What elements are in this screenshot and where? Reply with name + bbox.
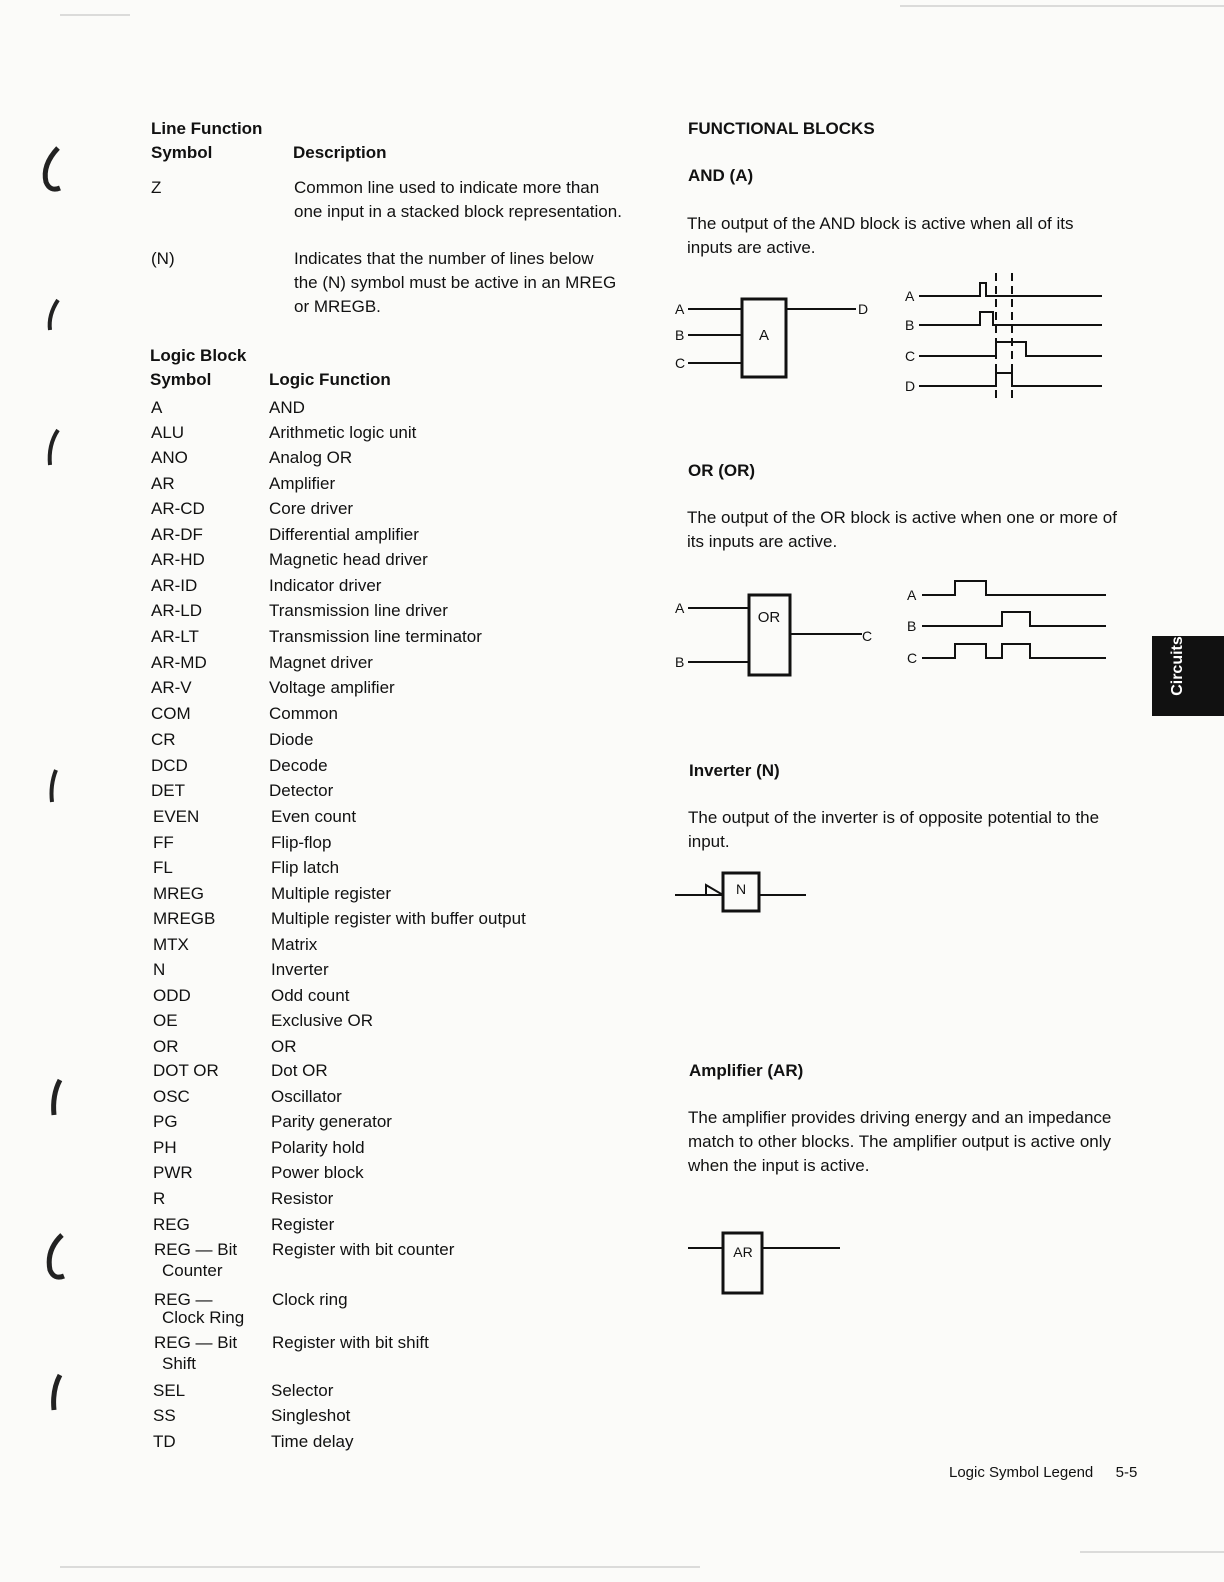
or-timing-a-label: A bbox=[907, 587, 917, 603]
logic-function: Voltage amplifier bbox=[269, 678, 395, 697]
logic-symbol: DOT OR bbox=[153, 1061, 219, 1080]
and-output-d-label: D bbox=[858, 301, 869, 317]
and-timing-c-label: C bbox=[905, 348, 916, 364]
amplifier-description: The amplifier provides driving energy and an impedance match to other blocks. The amplifier output is active only when the input is active. bbox=[688, 1108, 1112, 1175]
logic-function: Common bbox=[269, 704, 338, 723]
and-description: The output of the AND block is active when all of its inputs are active. bbox=[687, 214, 1074, 257]
amplifier-heading: Amplifier (AR) bbox=[689, 1061, 804, 1080]
logic-symbol: R bbox=[153, 1189, 166, 1208]
logic-symbol: AR-V bbox=[151, 678, 192, 697]
logic-symbol: N bbox=[153, 960, 166, 979]
or-output-c-label: C bbox=[862, 628, 873, 644]
logic-symbol: MREG bbox=[153, 884, 204, 903]
logic-block-symbol-header: Logic Block Symbol bbox=[150, 346, 247, 389]
logic-symbol: FF bbox=[153, 833, 174, 852]
logic-symbol: AR-HD bbox=[151, 550, 205, 569]
logic-function: Transmission line terminator bbox=[269, 627, 482, 646]
logic-symbol: AR-MD bbox=[151, 653, 207, 672]
footer-title: Logic Symbol Legend bbox=[949, 1464, 1094, 1481]
logic-symbol: PWR bbox=[153, 1163, 193, 1182]
logic-function: Arithmetic logic unit bbox=[269, 423, 417, 442]
logic-symbol: EVEN bbox=[153, 807, 200, 826]
or-description: The output of the OR block is active when one or more of its inputs are active. bbox=[687, 508, 1117, 551]
side-tab-label: Circuits bbox=[1169, 636, 1186, 696]
logic-function: Multiple register with buffer output bbox=[271, 909, 526, 928]
logic-function: Analog OR bbox=[269, 448, 353, 467]
logic-symbol: OR bbox=[153, 1037, 179, 1056]
logic-function: Flip-flop bbox=[271, 833, 332, 852]
logic-symbol: ANO bbox=[151, 448, 188, 467]
logic-symbol: ALU bbox=[151, 423, 185, 442]
logic-function: Dot OR bbox=[271, 1061, 328, 1080]
logic-symbol: REG bbox=[153, 1215, 190, 1234]
inverter-block-label: N bbox=[735, 881, 747, 897]
logic-symbol: PH bbox=[153, 1138, 177, 1157]
description-header: Description bbox=[293, 143, 387, 162]
line-function-symbol-header: Line Function Symbol bbox=[151, 119, 263, 162]
logic-symbol: AR-ID bbox=[151, 576, 198, 595]
or-input-b-label: B bbox=[675, 654, 685, 670]
logic-symbol: AR-DF bbox=[151, 525, 203, 544]
or-timing-c-label: C bbox=[907, 650, 918, 666]
functional-blocks-title: FUNCTIONAL BLOCKS bbox=[688, 119, 875, 138]
or-block-label: OR bbox=[757, 609, 781, 626]
logic-function: Flip latch bbox=[271, 858, 340, 877]
logic-function: Even count bbox=[271, 807, 357, 826]
logic-symbol: MTX bbox=[153, 935, 189, 954]
and-timing-d-label: D bbox=[905, 378, 916, 394]
logic-symbol: OSC bbox=[153, 1087, 190, 1106]
logic-symbol: COM bbox=[151, 704, 191, 723]
inverter-heading: Inverter (N) bbox=[689, 761, 780, 780]
logic-symbol: A bbox=[151, 398, 163, 417]
and-heading: AND (A) bbox=[688, 166, 754, 185]
logic-function: Power block bbox=[271, 1163, 364, 1182]
logic-function: Register bbox=[271, 1215, 335, 1234]
and-input-c-label: C bbox=[675, 355, 686, 371]
logic-function: Magnetic head driver bbox=[269, 550, 428, 569]
logic-symbol: DET bbox=[151, 781, 185, 800]
and-input-b-label: B bbox=[675, 327, 685, 343]
logic-function: Indicator driver bbox=[269, 576, 382, 595]
or-timing-b-label: B bbox=[907, 618, 917, 634]
logic-function: Differential amplifier bbox=[269, 525, 419, 544]
logic-function: Resistor bbox=[271, 1189, 334, 1208]
logic-function: Magnet driver bbox=[269, 653, 373, 672]
logic-function: Multiple register bbox=[271, 884, 391, 903]
logic-function: Inverter bbox=[271, 960, 329, 979]
logic-function: AND bbox=[269, 398, 305, 417]
logic-symbol: FL bbox=[153, 858, 173, 877]
and-block-label: A bbox=[758, 327, 770, 344]
or-heading: OR (OR) bbox=[688, 461, 756, 480]
logic-function: Polarity hold bbox=[271, 1138, 365, 1157]
logic-function: OR bbox=[271, 1037, 297, 1056]
logic-function: Detector bbox=[269, 781, 334, 800]
logic-function: Diode bbox=[269, 730, 314, 749]
logic-function: Odd count bbox=[271, 986, 350, 1005]
and-timing-a-label: A bbox=[905, 288, 915, 304]
logic-symbol: CR bbox=[151, 730, 176, 749]
logic-function: Matrix bbox=[271, 935, 318, 954]
logic-function: Exclusive OR bbox=[271, 1011, 374, 1030]
and-timing-b-label: B bbox=[905, 317, 915, 333]
logic-symbol: AR-LD bbox=[151, 601, 203, 620]
logic-function: Parity generator bbox=[271, 1112, 392, 1131]
logic-symbol: AR-CD bbox=[151, 499, 205, 518]
logic-symbol: AR bbox=[151, 474, 175, 493]
logic-symbol: ODD bbox=[153, 986, 191, 1005]
logic-symbol: OE bbox=[153, 1011, 178, 1030]
logic-function: Core driver bbox=[269, 499, 354, 518]
logic-function: Transmission line driver bbox=[269, 601, 448, 620]
and-input-a-label: A bbox=[675, 301, 685, 317]
logic-symbol: MREGB bbox=[153, 909, 216, 928]
logic-symbol: PG bbox=[153, 1112, 178, 1131]
logic-symbol: AR-LT bbox=[151, 627, 199, 646]
logic-symbol: DCD bbox=[151, 756, 188, 775]
logic-function: Oscillator bbox=[271, 1087, 342, 1106]
inverter-description: The output of the inverter is of opposite potential to the input. bbox=[688, 808, 1100, 851]
amplifier-block-label: AR bbox=[733, 1244, 753, 1260]
or-input-a-label: A bbox=[675, 600, 685, 616]
logic-function: Decode bbox=[269, 756, 328, 775]
page-number: 5-5 bbox=[1115, 1464, 1138, 1481]
logic-function: Amplifier bbox=[269, 474, 336, 493]
logic-function-header: Logic Function bbox=[269, 370, 391, 389]
